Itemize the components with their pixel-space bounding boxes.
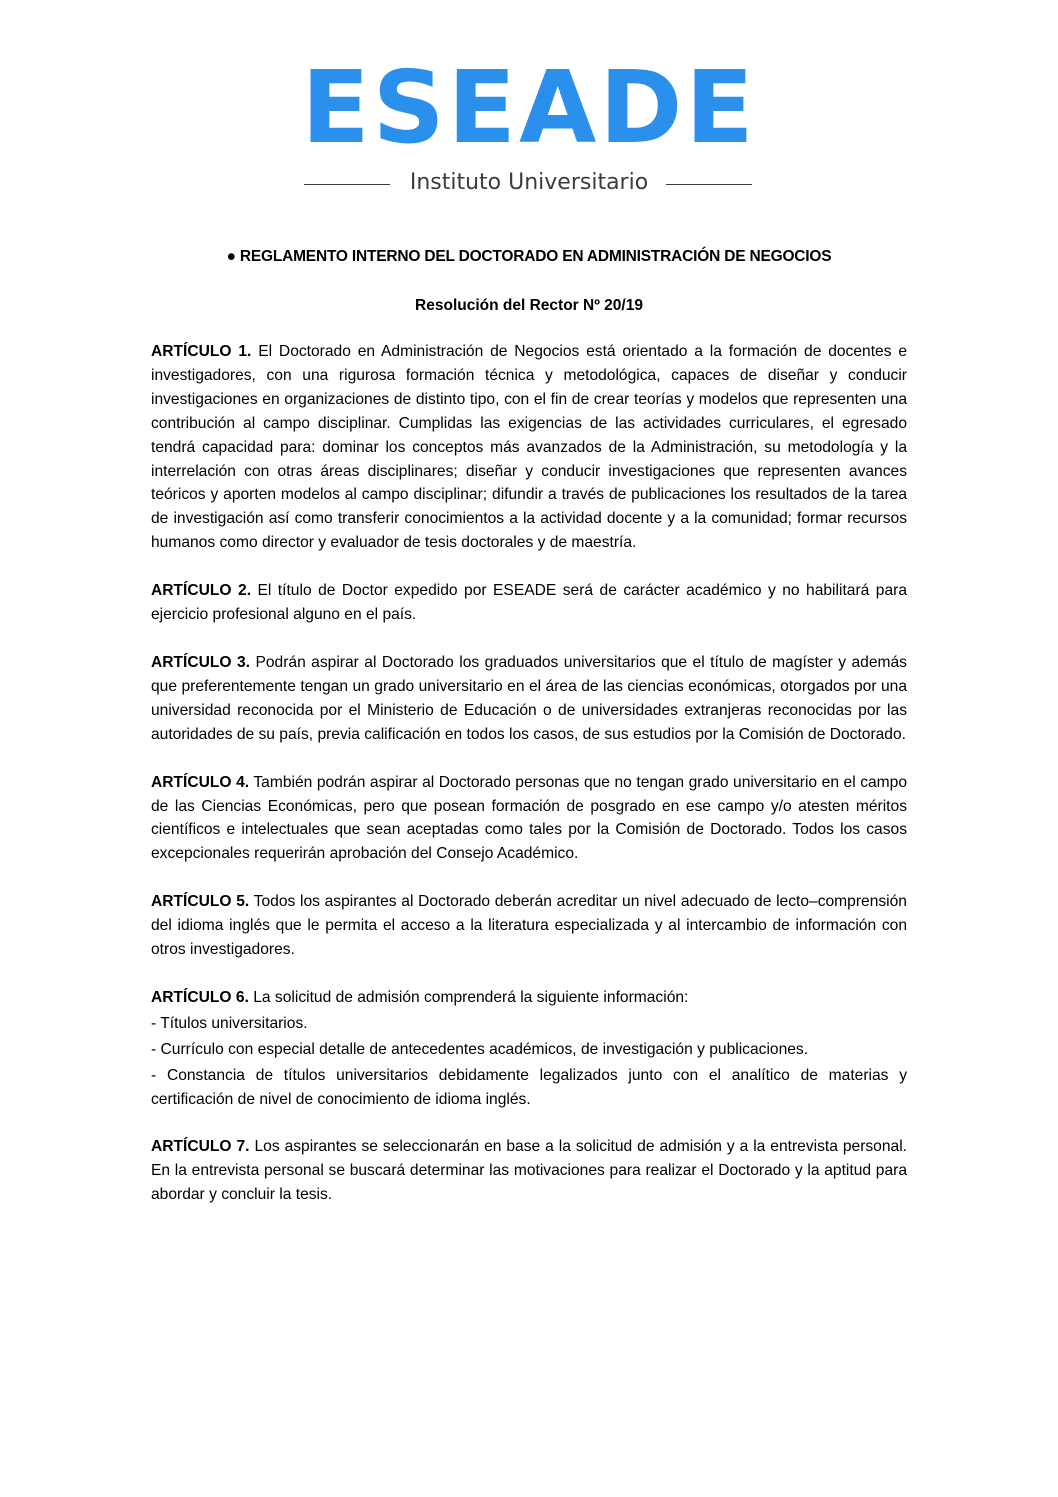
document-body <box>151 340 907 1231</box>
list-item: - Constancia de títulos universitarios debidamente legalizados junto con el analítico de materias y certificación de nivel de conocimiento de idioma inglés. <box>151 1066 907 1108</box>
list-item: - Títulos universitarios. <box>151 1014 308 1032</box>
requirements-list <box>151 1012 907 1112</box>
article-label: ARTÍCULO 1. <box>151 343 252 360</box>
article-text: Todos los aspirantes al Doctorado deberán acreditar un nivel adecuado de lecto–comprensión del idioma inglés que le permita el acceso a la literatura especializada y al intercambio de información con otros investigadores. <box>151 893 907 959</box>
article-label: ARTÍCULO 3. <box>151 653 251 671</box>
article-7 <box>151 1135 907 1207</box>
article-text: El título de Doctor expedido por ESEADE será de carácter académico y no habilitará para ejercicio profesional alguno en el país. <box>151 582 907 624</box>
article-5 <box>151 890 907 962</box>
article-2 <box>151 579 907 627</box>
article-text: También podrán aspirar al Doctorado personas que no tengan grado universitario en el campo de las Ciencias Económicas, pero que posean formación de posgrado en ese campo y/o atesten méritos científicos e intelectuales que sean aceptadas como tales por la Comisión de Doctorado. Todos los casos excepcionales requerirán aprobación del Consejo Académico. <box>151 773 907 863</box>
list-item: - Currículo con especial detalle de antecedentes académicos, de investigación y publicaciones. <box>151 1040 809 1058</box>
article-1 <box>151 340 907 555</box>
article-text: Podrán aspirar al Doctorado los graduados universitarios que el título de magíster y además que preferentemente tengan un grado universitario en el área de las ciencias económicas, otorgados por una universidad reconocida por el Ministerio de Educación o de universidades extranjeras reconocidas por las autoridades de su país, previa calificación en todos los casos, de sus estudios por la Comisión de Doctorado. <box>151 653 907 743</box>
document-subtitle: Resolución del Rector Nº 20/19 <box>415 297 643 314</box>
logo-rule-right <box>666 184 752 185</box>
article-label: ARTÍCULO 5. <box>151 893 250 911</box>
article-intro <box>151 986 907 1010</box>
article-label: ARTÍCULO 4. <box>151 773 250 791</box>
article-6 <box>151 986 907 1112</box>
logo-wordmark: ESEADE <box>301 49 757 166</box>
article-label: ARTÍCULO 2. <box>151 582 252 600</box>
logo-rule-left <box>304 184 390 185</box>
article-text: La solicitud de admisión comprenderá la siguiente información: <box>248 988 689 1006</box>
logo-subtitle: Instituto Universitario <box>409 170 649 195</box>
article-text: Los aspirantes se seleccionarán en base a la solicitud de admisión y a la entrevista personal. En la entrevista personal se buscará determinar las motivaciones para realizar el Doctorado y la aptitud para abordar y concluir la tesis. <box>151 1138 908 1204</box>
article-4 <box>151 771 907 867</box>
logo <box>0 49 1058 198</box>
article-3 <box>151 651 907 747</box>
document-title: ● REGLAMENTO INTERNO DEL DOCTORADO EN ADMINISTRACIÓN DE NEGOCIOS <box>226 248 832 265</box>
article-label: ARTÍCULO 7. <box>151 1138 250 1156</box>
article-text: El Doctorado en Administración de Negocios está orientado a la formación de docentes e investigadores, con una rigurosa formación técnica y metodológica, capaces de diseñar y conducir investigaciones en organizaciones de distinto tipo, con el fin de crear teorías y modelos que representen una contribución al campo disciplinar. Cumplidas las exigencias de las actividades curriculares, el egresado tendrá capacidad para: dominar los conceptos más avanzados de la Administración, su metodología y la interrelación con otras áreas disciplinares; diseñar y conducir investigaciones que representen avances teóricos y aporten modelos al campo disciplinar; difundir a través de publicaciones los resultados de la tarea de investigación así como transferir conocimientos a la actividad docente y a la comunidad; formar recursos humanos como director y evaluador de tesis doctorales y de maestría. <box>151 343 907 552</box>
article-label: ARTÍCULO 6. <box>151 988 249 1006</box>
